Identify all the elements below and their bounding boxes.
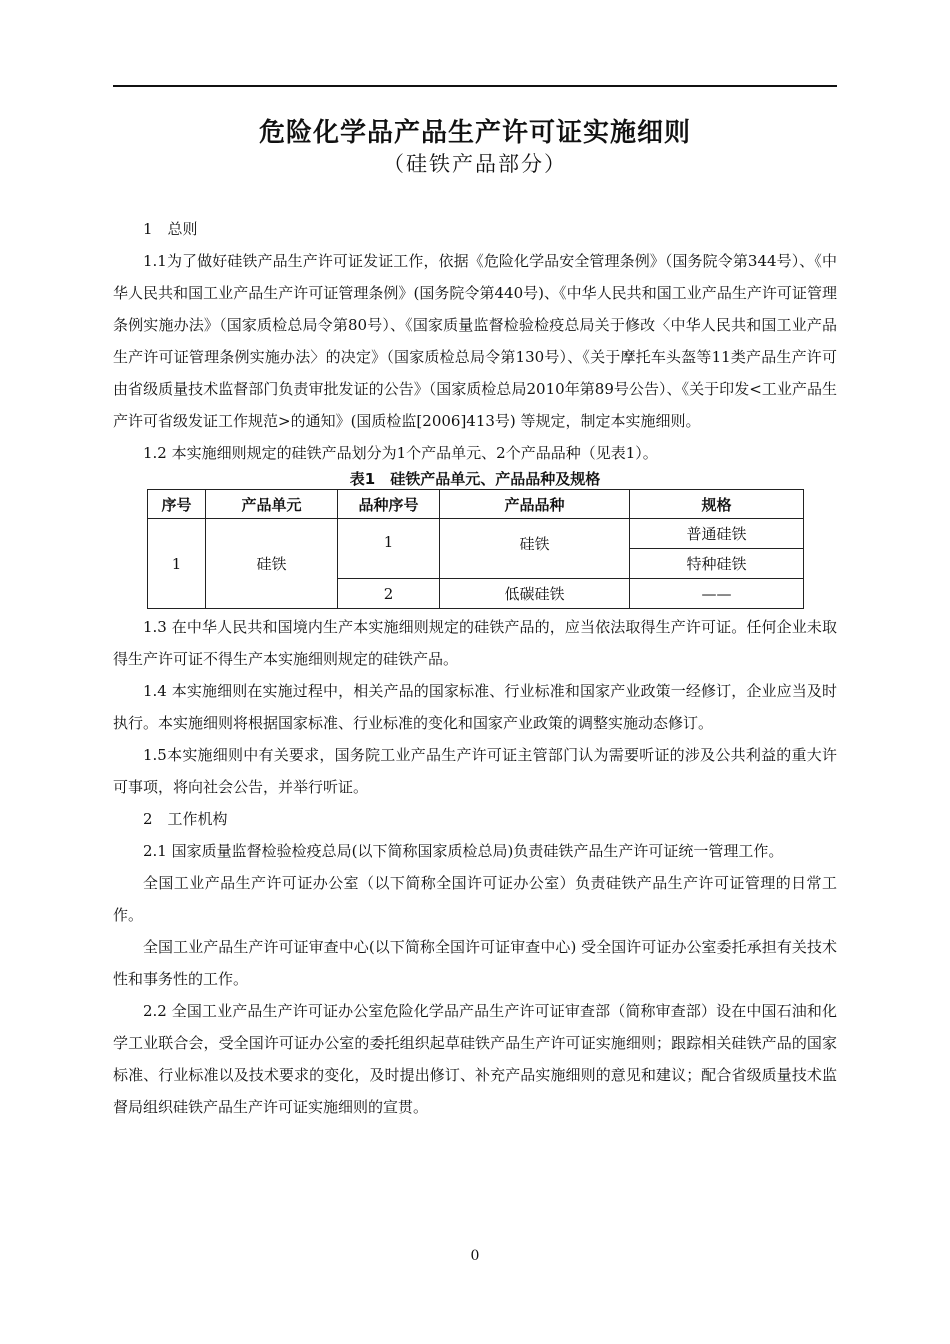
table-row	[148, 519, 804, 549]
paragraph-1-4: 1.4 本实施细则在实施过程中，相关产品的国家标准、行业标准和国家产业政策一经修订，企业应当及时执行。本实施细则将根据国家标准、行业标准的变化和国家产业政策的调整实施动态修订。	[113, 682, 837, 732]
spec-cell: 普通硅铁	[630, 519, 804, 549]
paragraph-2-1: 2.1 国家质量监督检验检疫总局(以下简称国家质检总局)负责硅铁产品生产许可证统一管理工作。	[143, 842, 784, 860]
paragraph-1-1: 1.1为了做好硅铁产品生产许可证发证工作，依据《危险化学品安全管理条例》（国务院令第344号）、《中华人民共和国工业产品生产许可证管理条例》(国务院令第440号)、《中华人民共和国工业产品生产许可证管理条例实施办法》（国家质检总局令第80号）、《国家质量监督检验检疫总局关于修改〈中华人民共和国工业产品生产许可证管理条例实施办法〉的决定》（国家质检总局令第130号）、《关于摩托车头盔等11类产品生产许可由省级质量技术监督部门负责审批发证的公告》（国家质检总局2010年第89号公告）、《关于印发<工业产品生产许可省级发证工作规范>的通知》(国质检监[2006]413号) 等规定，制定本实施细则。	[113, 252, 837, 430]
variety-name-cell: 硅铁	[440, 519, 630, 579]
spec-cell: ——	[630, 579, 804, 609]
variety-number-cell: 2	[338, 579, 440, 609]
document-subtitle: （硅铁产品部分）	[383, 152, 567, 176]
paragraph-2-1-office: 全国工业产品生产许可证办公室（以下简称全国许可证办公室）负责硅铁产品生产许可证管理的日常工作。	[113, 874, 837, 924]
table-header-row	[148, 490, 804, 519]
document-body	[113, 213, 837, 1123]
header-rule	[113, 85, 837, 87]
section-heading-general: 1 总则	[143, 220, 198, 238]
product-table	[147, 489, 804, 609]
spec-cell: 特种硅铁	[630, 549, 804, 579]
paragraph-2-2: 2.2 全国工业产品生产许可证办公室危险化学品产品生产许可证审查部（简称审查部）设在中国石油和化学工业联合会，受全国许可证办公室的委托组织起草硅铁产品生产许可证实施细则；跟踪相关硅铁产品的国家标准、行业标准以及技术要求的变化，及时提出修订、补充产品实施细则的意见和建议；配合省级质量技术监督局组织硅铁产品生产许可证实施细则的宣贯。	[113, 1002, 837, 1116]
paragraph-1-3: 1.3 在中华人民共和国境内生产本实施细则规定的硅铁产品的，应当依法取得生产许可证。任何企业未取得生产许可证不得生产本实施细则规定的硅铁产品。	[113, 618, 837, 668]
row-number-cell: 1	[148, 519, 206, 609]
variety-name-cell: 低碳硅铁	[440, 579, 630, 609]
header-cell: 品种序号	[338, 490, 440, 519]
document-title: 危险化学品产品生产许可证实施细则	[258, 118, 691, 148]
header-cell: 产品单元	[206, 490, 338, 519]
section-heading-organization: 2 工作机构	[143, 810, 228, 828]
page-number: 0	[470, 1248, 480, 1264]
table-caption: 表1 硅铁产品单元、产品品种及规格	[349, 470, 601, 488]
paragraph-2-1-center: 全国工业产品生产许可证审查中心(以下简称全国许可证审查中心) 受全国许可证办公室委托承担有关技术性和事务性的工作。	[113, 938, 837, 988]
paragraph-1-5: 1.5本实施细则中有关要求，国务院工业产品生产许可证主管部门认为需要听证的涉及公共利益的重大许可事项，将向社会公告，并举行听证。	[113, 746, 837, 796]
header-cell: 规格	[630, 490, 804, 519]
paragraph-1-2: 1.2 本实施细则规定的硅铁产品划分为1个产品单元、2个产品品种（见表1）。	[143, 444, 658, 462]
variety-number-cell: 1	[338, 519, 440, 579]
header-cell: 产品品种	[440, 490, 630, 519]
unit-cell: 硅铁	[206, 519, 338, 609]
header-cell: 序号	[148, 490, 206, 519]
